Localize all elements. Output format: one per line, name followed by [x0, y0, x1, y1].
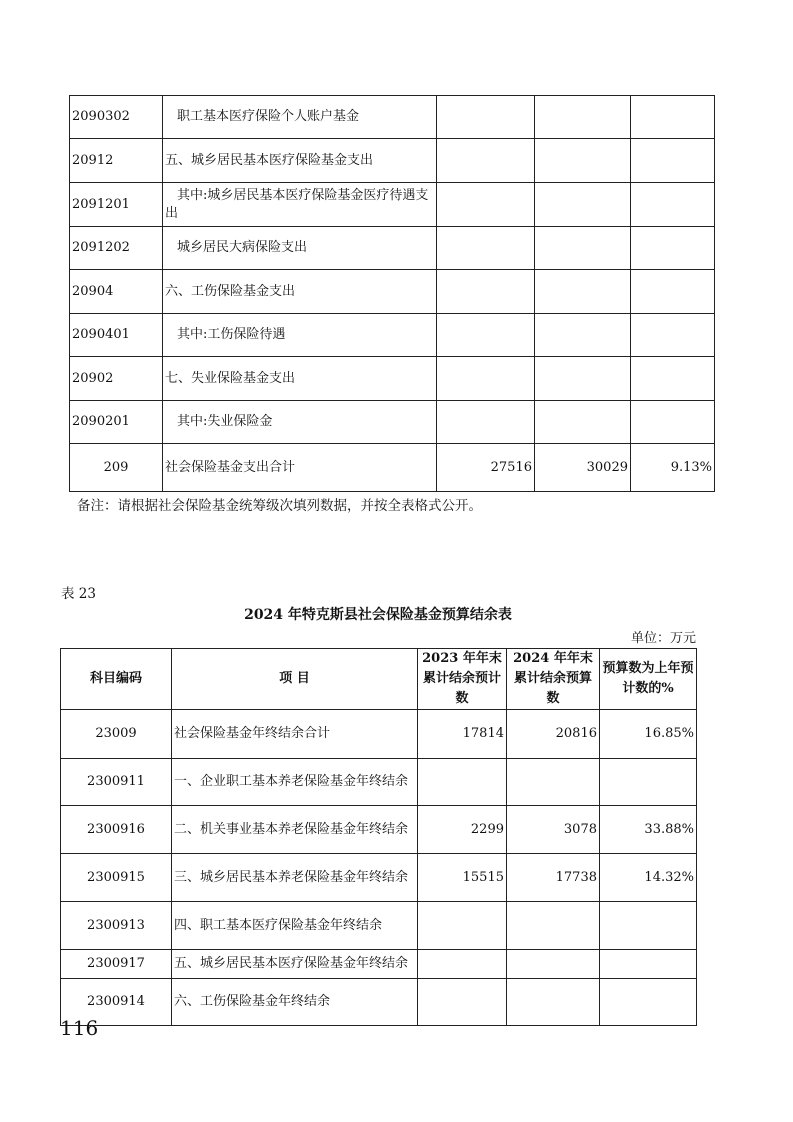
item-name: 一、企业职工基本养老保险基金年终结余	[172, 759, 418, 806]
subject-code: 2300917	[61, 950, 172, 979]
item-name: 城乡居民大病保险支出	[163, 227, 437, 270]
value-cell	[437, 183, 535, 227]
subject-code: 2091202	[70, 227, 163, 270]
value-cell: 30029	[535, 444, 631, 492]
table-row	[70, 183, 715, 227]
item-name: 二、机关事业基本养老保险基金年终结余	[172, 806, 418, 854]
subject-code: 2090201	[70, 401, 163, 444]
header-code: 科目编码	[61, 649, 172, 710]
value-cell: 3078	[507, 806, 600, 854]
value-cell	[535, 357, 631, 401]
value-cell: 16.85%	[600, 710, 697, 759]
item-name: 其中:城乡居民基本医疗保险基金医疗待遇支出	[163, 183, 437, 227]
header-percent: 预算数为上年预计数的%	[600, 649, 697, 710]
value-cell	[600, 979, 697, 1026]
value-cell: 33.88%	[600, 806, 697, 854]
item-name: 五、城乡居民基本医疗保险基金年终结余	[172, 950, 418, 979]
value-cell	[535, 183, 631, 227]
subject-code: 2090401	[70, 314, 163, 357]
value-cell: 17738	[507, 854, 600, 902]
value-cell	[437, 270, 535, 314]
value-cell: 14.32%	[600, 854, 697, 902]
value-cell	[437, 357, 535, 401]
table-row	[61, 979, 697, 1026]
item-name: 四、职工基本医疗保险基金年终结余	[172, 902, 418, 950]
value-cell	[631, 314, 715, 357]
value-cell	[507, 950, 600, 979]
subject-code: 20902	[70, 357, 163, 401]
subject-code: 2091201	[70, 183, 163, 227]
subject-code: 20912	[70, 139, 163, 183]
value-cell	[600, 950, 697, 979]
table-row	[61, 854, 697, 902]
value-cell: 9.13%	[631, 444, 715, 492]
value-cell	[631, 270, 715, 314]
table-row	[61, 710, 697, 759]
value-cell	[535, 227, 631, 270]
value-cell: 2299	[418, 806, 507, 854]
value-cell	[418, 759, 507, 806]
item-name: 五、城乡居民基本医疗保险基金支出	[163, 139, 437, 183]
value-cell: 20816	[507, 710, 600, 759]
value-cell	[631, 227, 715, 270]
subject-code: 2300914	[61, 979, 172, 1026]
item-name: 社会保险基金支出合计	[163, 444, 437, 492]
value-cell: 15515	[418, 854, 507, 902]
table-note: 备注：请根据社会保险基金统筹级次填列数据，并按全表格式公开。	[77, 498, 482, 514]
balance-table	[60, 648, 697, 1026]
value-cell: 17814	[418, 710, 507, 759]
value-cell	[418, 979, 507, 1026]
header-2024-budget: 2024 年年末累计结余预算数	[507, 649, 600, 710]
table-row	[70, 227, 715, 270]
item-name: 职工基本医疗保险个人账户基金	[163, 96, 437, 139]
value-cell	[418, 950, 507, 979]
value-cell	[631, 96, 715, 139]
item-name: 三、城乡居民基本养老保险基金年终结余	[172, 854, 418, 902]
value-cell	[631, 139, 715, 183]
header-name: 项 目	[172, 649, 418, 710]
value-cell	[535, 139, 631, 183]
table-row	[70, 270, 715, 314]
table-number: 表 23	[61, 586, 96, 602]
table-row	[61, 759, 697, 806]
value-cell	[600, 759, 697, 806]
page-number: 116	[60, 1016, 99, 1040]
expenditure-table-continued	[69, 95, 715, 492]
value-cell	[600, 902, 697, 950]
value-cell	[507, 979, 600, 1026]
subject-code: 20904	[70, 270, 163, 314]
item-name: 六、工伤保险基金支出	[163, 270, 437, 314]
header-row	[61, 649, 697, 710]
value-cell	[535, 96, 631, 139]
value-cell	[535, 270, 631, 314]
value-cell	[437, 401, 535, 444]
table-row	[70, 139, 715, 183]
value-cell	[507, 759, 600, 806]
table-row	[70, 401, 715, 444]
value-cell	[631, 357, 715, 401]
subject-code: 2300916	[61, 806, 172, 854]
table-row	[61, 902, 697, 950]
subject-code: 2300911	[61, 759, 172, 806]
table-row	[70, 357, 715, 401]
item-name: 七、失业保险基金支出	[163, 357, 437, 401]
subject-code: 2300913	[61, 902, 172, 950]
total-row	[70, 444, 715, 492]
value-cell	[437, 96, 535, 139]
subject-code: 2090302	[70, 96, 163, 139]
item-name: 六、工伤保险基金年终结余	[172, 979, 418, 1026]
value-cell	[418, 902, 507, 950]
subject-code: 209	[70, 444, 163, 492]
value-cell: 27516	[437, 444, 535, 492]
table-row	[61, 950, 697, 979]
unit-label: 单位：万元	[630, 631, 696, 646]
value-cell	[437, 139, 535, 183]
value-cell	[535, 401, 631, 444]
subject-code: 23009	[61, 710, 172, 759]
value-cell	[631, 183, 715, 227]
value-cell	[437, 314, 535, 357]
table-row	[70, 96, 715, 139]
value-cell	[437, 227, 535, 270]
value-cell	[631, 401, 715, 444]
item-name: 社会保险基金年终结余合计	[172, 710, 418, 759]
table-title: 2024 年特克斯县社会保险基金预算结余表	[244, 607, 512, 623]
header-2023-estimate: 2023 年年末累计结余预计数	[418, 649, 507, 710]
table-row	[61, 806, 697, 854]
item-name: 其中:失业保险金	[163, 401, 437, 444]
table-row	[70, 314, 715, 357]
value-cell	[507, 902, 600, 950]
value-cell	[535, 314, 631, 357]
item-name: 其中:工伤保险待遇	[163, 314, 437, 357]
subject-code: 2300915	[61, 854, 172, 902]
